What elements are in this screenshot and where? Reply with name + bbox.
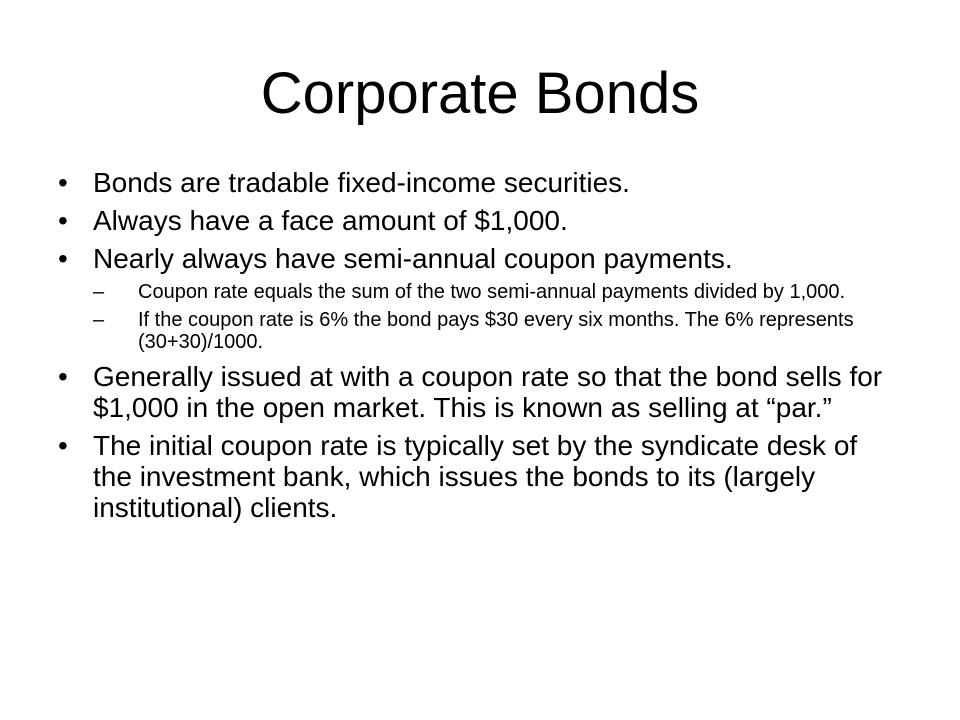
bullet-item bbox=[58, 430, 898, 523]
bullet-text: Always have a face amount of $1,000. bbox=[93, 205, 568, 236]
bullet-text: Generally issued at with a coupon rate so that the bond sells for $1,000 in the open market. This is known as selling at “par.” bbox=[93, 361, 883, 423]
bullet-item bbox=[58, 205, 898, 236]
sub-bullet-item bbox=[93, 281, 898, 303]
bullet-marker: • bbox=[58, 361, 68, 392]
sub-bullet-text: Coupon rate equals the sum of the two semi-annual payments divided by 1,000. bbox=[138, 281, 846, 303]
bullet-marker: • bbox=[58, 167, 68, 198]
bullet-item bbox=[58, 243, 898, 274]
bullet-list bbox=[58, 167, 898, 530]
bullet-marker: • bbox=[58, 243, 68, 274]
sub-bullet-marker: – bbox=[93, 309, 105, 331]
sub-bullet-marker: – bbox=[93, 281, 105, 303]
sub-bullet-text: If the coupon rate is 6% the bond pays $30 every six months. The 6% represents (30+30)/1000. bbox=[138, 309, 854, 353]
bullet-marker: • bbox=[58, 430, 68, 461]
sub-bullet-item bbox=[93, 309, 898, 353]
bullet-marker: • bbox=[58, 205, 68, 236]
bullet-item bbox=[58, 167, 898, 198]
bullet-text: The initial coupon rate is typically set by the syndicate desk of the investment bank, which issues the bonds to its (largely institutional) clients. bbox=[93, 430, 858, 523]
sub-bullet-group bbox=[58, 281, 898, 353]
bullet-text: Nearly always have semi-annual coupon payments. bbox=[93, 243, 733, 274]
slide-title: Corporate Bonds bbox=[260, 61, 700, 126]
bullet-item bbox=[58, 361, 898, 423]
sub-bullet-list bbox=[58, 281, 898, 353]
bullet-text: Bonds are tradable fixed-income securities. bbox=[93, 167, 630, 198]
